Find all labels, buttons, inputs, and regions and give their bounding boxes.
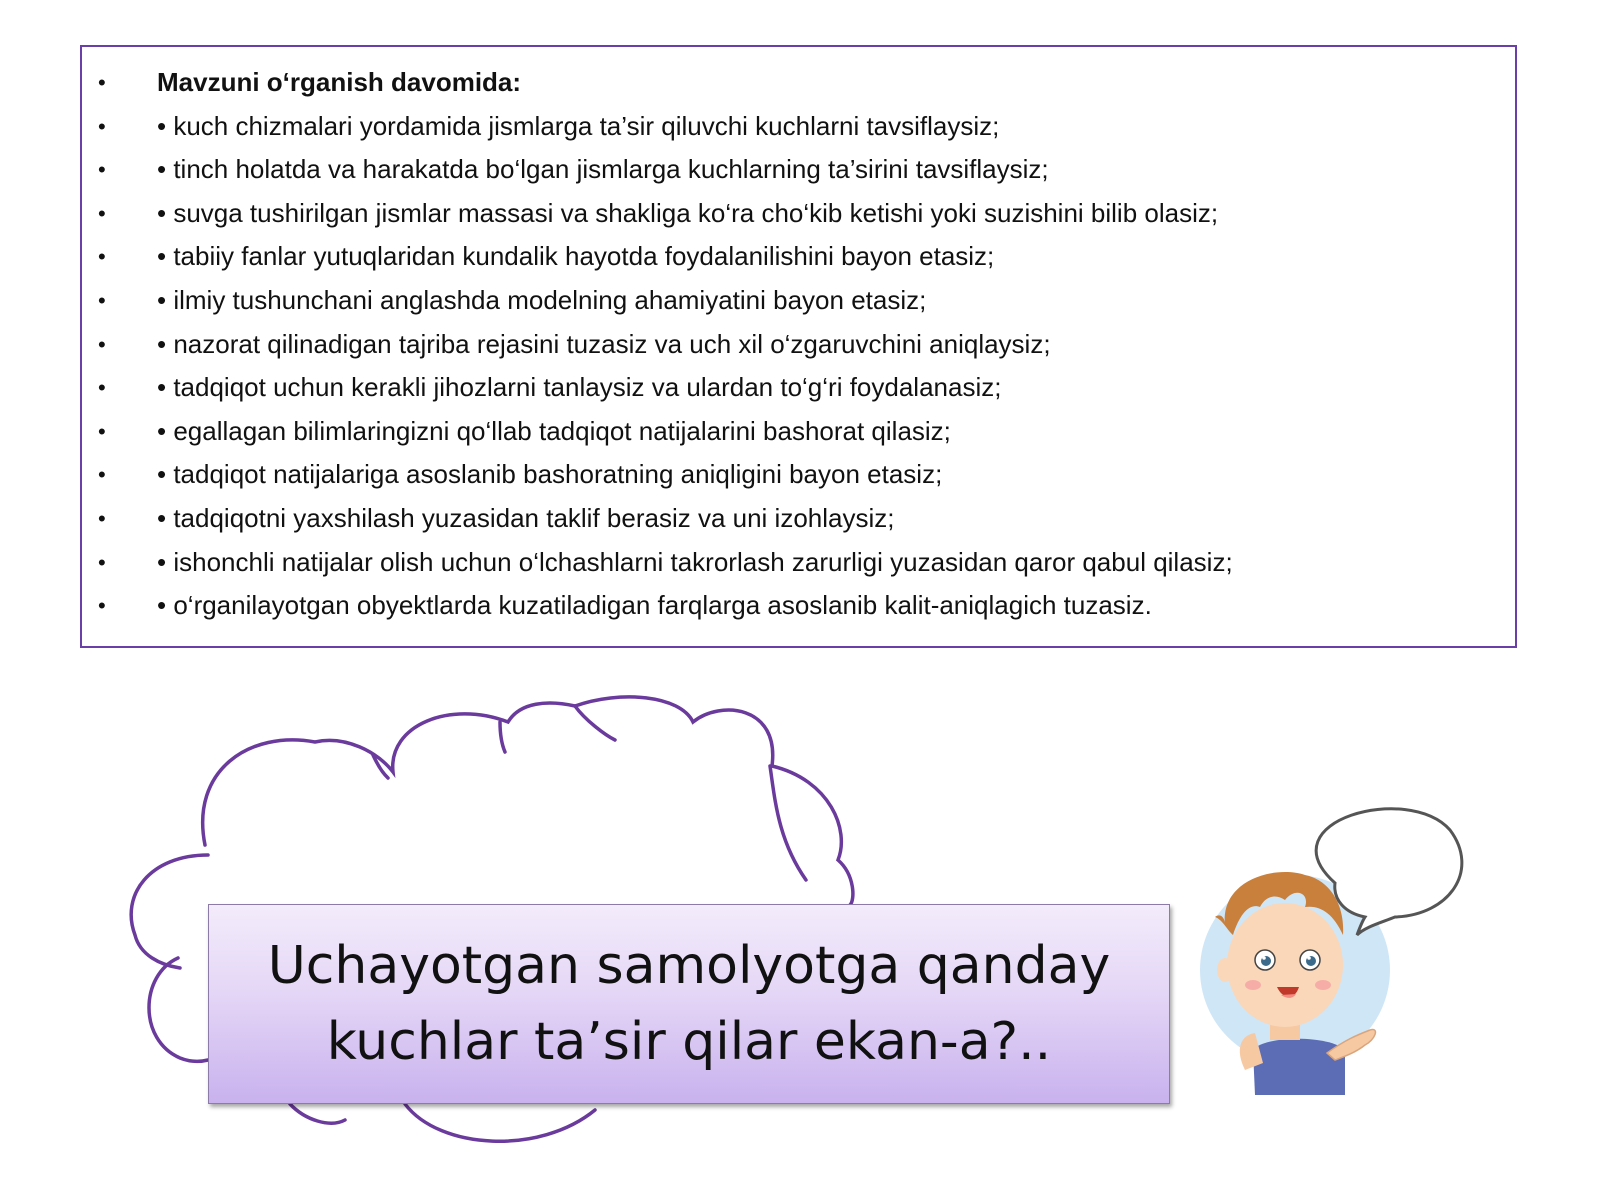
bullet: •	[98, 113, 106, 139]
list-item-text: • tadqiqotni yaxshilash yuzasidan taklif berasiz va uni izohlaysiz;	[157, 502, 895, 533]
bullet: •	[98, 331, 106, 357]
list-item	[82, 192, 1515, 236]
list-item	[82, 235, 1515, 279]
question-box	[208, 904, 1170, 1104]
bullet: •	[98, 287, 106, 313]
list-item	[82, 323, 1515, 367]
list-item	[82, 541, 1515, 585]
bullet: •	[98, 418, 106, 444]
list-item-text: • tadqiqot natijalariga asoslanib bashoratning aniqligini bayon etasiz;	[157, 459, 943, 490]
list-item-text: • egallagan bilimlaringizni qo‘llab tadqiqot natijalarini bashorat qilasiz;	[157, 415, 951, 446]
objectives-heading	[82, 61, 1515, 105]
bullet: •	[98, 549, 106, 575]
objectives-list	[82, 61, 1515, 628]
bullet: •	[98, 157, 106, 183]
list-item	[82, 453, 1515, 497]
objectives-box	[80, 45, 1517, 648]
bullet: •	[98, 375, 106, 401]
list-item-text: • nazorat qilinadigan tajriba rejasini tuzasiz va uch xil o‘zgaruvchini aniqlaysiz;	[157, 328, 1051, 359]
list-item	[82, 584, 1515, 628]
bullet: •	[98, 70, 106, 95]
list-item	[82, 279, 1515, 323]
bullet: •	[98, 244, 106, 270]
list-item-text: • ilmiy tushunchani anglashda modelning ahamiyatini bayon etasiz;	[157, 284, 927, 315]
question-text	[268, 928, 1111, 1080]
bullet: •	[98, 200, 106, 226]
list-item-text: • suvga tushirilgan jismlar massasi va shakliga ko‘ra cho‘kib ketishi yoki suzishini bilib olasiz;	[157, 197, 1219, 228]
question-line-2: kuchlar ta’sir qilar ekan-a?..	[326, 1012, 1052, 1072]
list-item	[82, 148, 1515, 192]
question-line-1: Uchayotgan samolyotga qanday	[267, 936, 1111, 996]
list-item-text: • tabiiy fanlar yutuqlaridan kundalik hayotda foydalanilishini bayon etasiz;	[157, 241, 995, 272]
list-item-text: • kuch chizmalari yordamida jismlarga ta’sir qiluvchi kuchlarni tavsiflaysiz;	[157, 110, 1000, 141]
objectives-heading-text: Mavzuni o‘rganish davomida:	[157, 67, 522, 97]
list-item-text: • tadqiqot uchun kerakli jihozlarni tanlaysiz va ulardan to‘g‘ri foydalanasiz;	[157, 372, 1002, 403]
list-item	[82, 366, 1515, 410]
list-item-text: • o‘rganilayotgan obyektlarda kuzatiladigan farqlarga asoslanib kalit-aniqlagich tuzasiz.	[157, 590, 1152, 621]
bullet: •	[98, 462, 106, 488]
bullet: •	[98, 505, 106, 531]
list-item-text: • ishonchli natijalar olish uchun o‘lchashlarni takrorlash zarurligi yuzasidan qaror qabul qilasiz;	[157, 546, 1233, 577]
bullet: •	[98, 593, 106, 619]
list-item	[82, 410, 1515, 454]
list-item-text: • tinch holatda va harakatda bo‘lgan jismlarga kuchlarning ta’sirini tavsiflaysiz;	[157, 154, 1049, 185]
list-item	[82, 105, 1515, 149]
list-item	[82, 497, 1515, 541]
boy-character-icon	[1195, 795, 1495, 1095]
